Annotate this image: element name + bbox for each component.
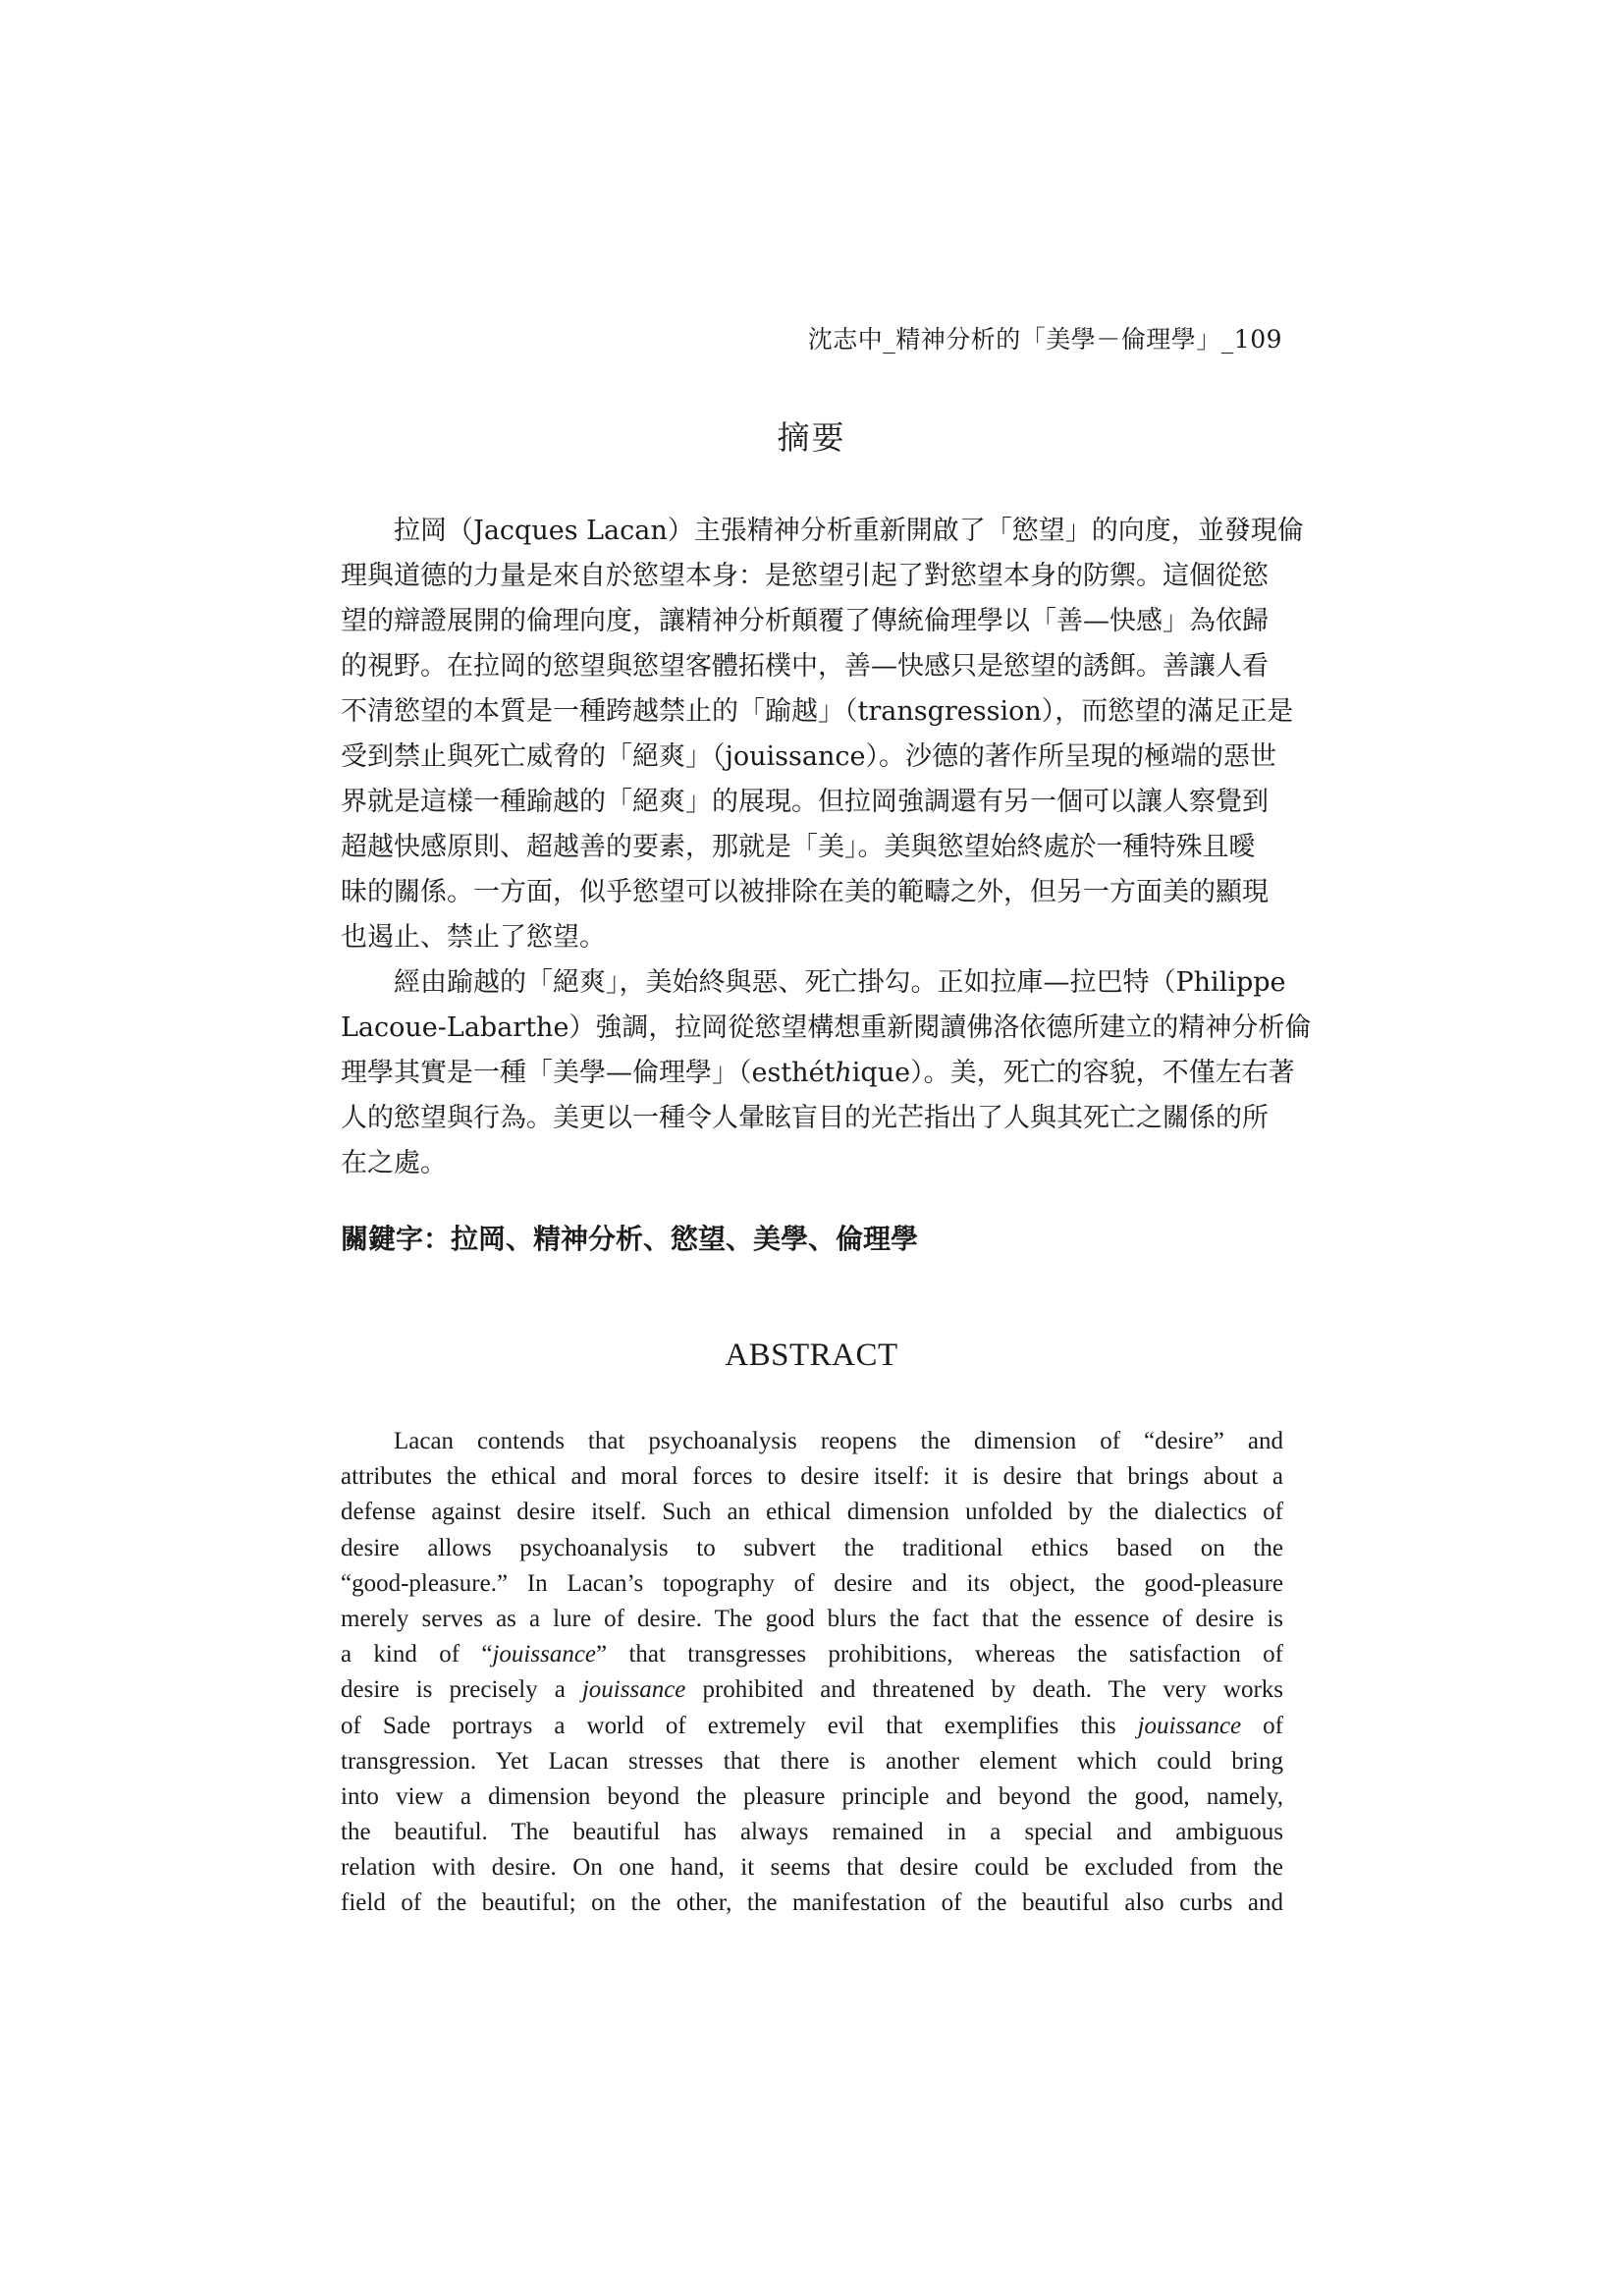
abstract-en-text: a kind of “ xyxy=(341,1641,493,1668)
abstract-en-line xyxy=(341,1459,1283,1495)
abstract-en-body xyxy=(341,1424,1283,1922)
abstract-en-line xyxy=(341,1886,1283,1921)
abstract-en-line xyxy=(341,1709,1283,1744)
abstract-en-text: merely serves as a lure of desire. The good blurs the fact that the essence of desire is xyxy=(341,1605,1283,1632)
abstract-zh-line: 界就是這樣一種踰越的「絕爽」的展現。但拉岡強調還有另一個可以讓人察覺到 xyxy=(341,787,1269,817)
abstract-en-text: prohibited and threatened by death. The very works xyxy=(685,1676,1283,1704)
abstract-en-line xyxy=(341,1815,1283,1850)
abstract-zh-line: 在之處。 xyxy=(341,1148,447,1178)
abstract-en-line xyxy=(341,1779,1283,1815)
abstract-en-line xyxy=(341,1424,1283,1459)
abstract-zh-body xyxy=(341,509,1312,1186)
abstract-zh-line: 也遏止、禁止了慾望。 xyxy=(341,922,606,953)
abstract-zh-line xyxy=(341,1051,1295,1096)
abstract-zh-line: 不清慾望的本質是一種跨越禁止的「踰越」（transgression），而慾望的滿足正是 xyxy=(341,696,1294,727)
abstract-zh-line: 理與道德的力量是來自於慾望本身：是慾望引起了對慾望本身的防禦。這個從慾 xyxy=(341,561,1269,591)
abstract-en-line xyxy=(341,1744,1283,1779)
abstract-en-text: Lacan contends that psychoanalysis reopens the dimension of “desire” and xyxy=(394,1428,1283,1454)
abstract-en-line xyxy=(341,1566,1283,1602)
abstract-en-text: desire allows psychoanalysis to subvert the traditional ethics based on the xyxy=(341,1534,1283,1561)
abstract-zh-line: Lacoue-Labarthe）強調，拉岡從慾望構想重新閱讀佛洛依德所建立的精神分析倫 xyxy=(341,1012,1312,1043)
abstract-en-text: defense against desire itself. Such an ethical dimension unfolded by the dialectics of xyxy=(341,1499,1283,1526)
keywords: 關鍵字：拉岡、精神分析、慾望、美學、倫理學 xyxy=(341,1223,919,1255)
abstract-en-text: relation with desire. On one hand, it seems that desire could be excluded from the xyxy=(341,1854,1283,1882)
abstract-en-text: “good-pleasure.” In Lacan’s topography of desire and its object, the good-pleasure xyxy=(341,1569,1283,1597)
abstract-en-text: field of the beautiful; on the other, the manifestation of the beautiful also curbs and xyxy=(341,1889,1283,1917)
abstract-en-line xyxy=(341,1850,1283,1886)
abstract-en-title: ABSTRACT xyxy=(725,1338,898,1373)
abstract-en-line xyxy=(341,1637,1283,1672)
abstract-en-italic-term: jouissance xyxy=(581,1676,686,1704)
abstract-en-line xyxy=(341,1531,1283,1566)
abstract-en-text: desire is precisely a xyxy=(341,1676,582,1704)
abstract-en-text: into view a dimension beyond the pleasure principle and beyond the good, namely, xyxy=(341,1782,1283,1810)
abstract-en-line xyxy=(341,1495,1283,1530)
abstract-en-text: ” that transgresses prohibitions, whereas the satisfaction of xyxy=(596,1641,1283,1668)
abstract-en-line xyxy=(341,1602,1283,1637)
abstract-zh-line: 經由踰越的「絕爽」，美始終與惡、死亡掛勾。正如拉庫—拉巴特（Philippe xyxy=(394,967,1286,998)
abstract-zh-italic-h: h xyxy=(835,1058,852,1088)
abstract-zh-line: 拉岡（Jacques Lacan）主張精神分析重新開啟了「慾望」的向度，並發現倫 xyxy=(394,516,1304,546)
running-header: 沈志中_精神分析的「美學－倫理學」_109 xyxy=(807,325,1282,354)
abstract-zh-text: ique）。美，死亡的容貌，不僅左右著 xyxy=(851,1058,1295,1088)
abstract-zh-line: 昧的關係。一方面，似乎慾望可以被排除在美的範疇之外，但另一方面美的顯現 xyxy=(341,877,1269,907)
abstract-zh-text: 理學其實是一種「美學—倫理學」（esthét xyxy=(341,1058,836,1088)
abstract-en-text: attributes the ethical and moral forces to desire itself: it is desire that brings about a xyxy=(341,1463,1283,1491)
abstract-en-text: the beautiful. The beautiful has always remained in a special and ambiguous xyxy=(341,1819,1283,1846)
abstract-zh-line: 超越快感原則、超越善的要素，那就是「美」。美與慾望始終處於一種特殊且曖 xyxy=(341,832,1256,862)
abstract-en-italic-term: jouissance xyxy=(492,1641,597,1668)
abstract-en-text: of Sade portrays a world of extremely evil that exemplifies this xyxy=(341,1712,1138,1739)
abstract-zh-line: 的視野。在拉岡的慾望與慾望客體拓樸中，善—快感只是慾望的誘餌。善讓人看 xyxy=(341,651,1269,682)
abstract-zh-line: 人的慾望與行為。美更以一種令人暈眩盲目的光芒指出了人與其死亡之關係的所 xyxy=(341,1103,1269,1133)
abstract-zh-title: 摘要 xyxy=(777,418,846,457)
abstract-en-line xyxy=(341,1672,1283,1708)
abstract-zh-line: 受到禁止與死亡威脅的「絕爽」（jouissance）。沙德的著作所呈現的極端的惡世 xyxy=(341,741,1276,772)
abstract-zh-line: 望的辯證展開的倫理向度，讓精神分析顛覆了傳統倫理學以「善—快感」為依歸 xyxy=(341,606,1269,636)
abstract-en-text: transgression. Yet Lacan stresses that there is another element which could bring xyxy=(341,1747,1283,1775)
abstract-en-italic-term: jouissance xyxy=(1137,1712,1242,1739)
abstract-en-text: of xyxy=(1241,1712,1283,1739)
